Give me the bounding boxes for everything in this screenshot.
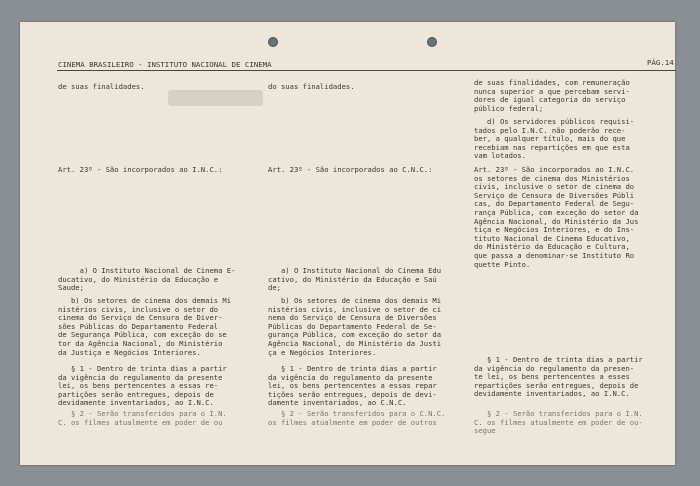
punch-hole <box>427 37 437 47</box>
col2-article: Art. 23º - São incorporados ao C.N.C.: <box>268 165 433 174</box>
col3-paragraph-1: § 1 - Dentro de trinta dias a partir da vigência do regulamento da presen- te lei, os bens pertencentes a esses repartições serão entregues, depois de devidamente inventariados, ao I.N.C. <box>474 355 643 399</box>
header-rule <box>57 70 676 71</box>
col1-article: Art. 23º - São incorporados ao I.N.C.: <box>58 165 223 174</box>
punch-hole <box>268 37 278 47</box>
col1-paragraph-2: § 2 - Serão transferidos para o I.N. C. os filmes atualmente em poder de ou <box>58 409 227 427</box>
col1-paragraph-1: § 1 - Dentro de trinta dias a partir da vigência do regulamento da presente lei, os bens pertencentes a essas re- partições serão entregues, depois de devidamente inventariados, ao I.N.C. <box>58 364 227 408</box>
col2-paragraph-1: § 1 - Dentro de trinta dias a partir da vigência do regulamento da presente lei, os bens pertencentes a essas repar tições serão entregues, depois de devi- damente inventariados, ao C.N.C. <box>268 364 437 408</box>
col3-paragraph-2: § 2 - Serão transferidos para o I.N. C. os filmes atualmente em poder de ou- segue <box>474 409 643 436</box>
col1-item-b: b) Os setores de cinema dos demais Mi nistérios civis, inclusive o setor do cinema do Serviço de Censura de Diver- sões Públicas do Departamento Federal de Segurança Pública, com exceção do se tor da Agência Nacional, do Ministério da Justiça e Negócios Interiores. <box>58 296 232 357</box>
col3-finalidades: de suas finalidades, com remuneração nunca superior a que percebam servi- dores de igual categoria do serviço público federal; <box>474 78 630 113</box>
page-number: PÁG.14 <box>647 58 674 67</box>
col1-item-a: a) O Instituto Nacional de Cinema E- ducativo, do Ministério da Educação e Saude; <box>58 266 236 293</box>
col3-item-d: d) Os servidores públicos requisi- tados pelo I.N.C. não poderão rece- ber, a qualquer título, mais do que recebiam nas repartições em que esta vam lotados. <box>474 117 635 161</box>
col3-article: Art. 23º - São incorporados ao I.N.C. os setores de cinema dos Ministérios civis, inclusive o setor de cinema do Serviço de Censura de Diversões Públi cas, do Departamento Federal de Segu- rança Pública, com exceção do setor da Agência Nacional, do Ministério da Jus tiça e Negócios Interiores, e do Ins- tituto Nacional de Cinema Educativo, do Ministério da Educação e Cultura, que passa a denominar-se Instituto Ro quette Pinto. <box>474 165 639 269</box>
col2-item-b: b) Os setores de cinema dos demais Mi nistérios civis, inclusive o setor de ci nema do Serviço de Censura de Diversões Públicas do Departamento Federal de Se- gurança Pública, com exceção do setor da Agência Nacional, do Ministério da Justi ça e Negócios Interiores. <box>268 296 442 357</box>
col2-finalidades: do suas finalidades. <box>268 82 355 91</box>
col1-finalidades: de suas finalidades. <box>58 82 145 91</box>
col2-item-a: a) O Instituto Nacional do Cinema Edu cativo, do Ministério da Educação e Saú de; <box>268 266 442 293</box>
erasure-mark <box>168 90 263 106</box>
col2-paragraph-2: § 2 - Serão transferidos para o C.N.C. os filmes atualmente em poder de outros <box>268 409 446 427</box>
header-title: CINEMA BRASILEIRO - INSTITUTO NACIONAL DE CINEMA <box>58 60 272 69</box>
